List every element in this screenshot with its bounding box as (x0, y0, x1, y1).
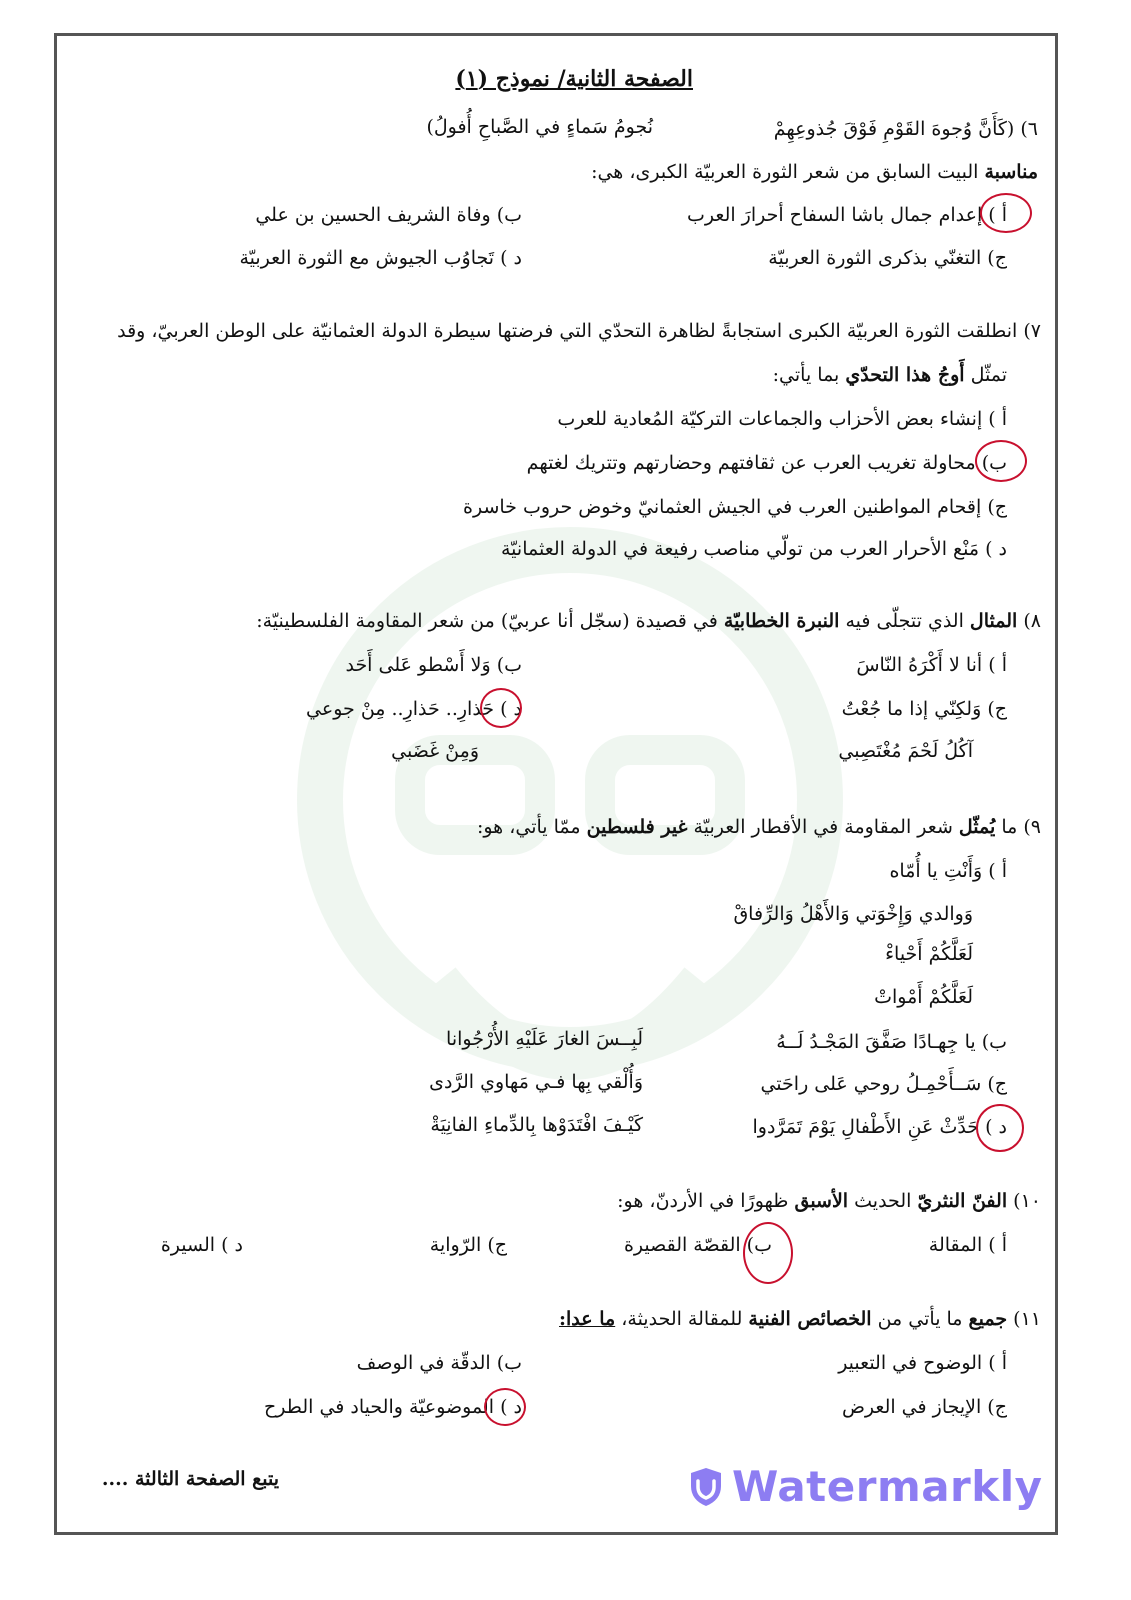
q9-option-a-line4: لَعَلَّكُمْ أَمْواتْ (874, 986, 973, 1008)
q8-option-b[interactable]: ب) وَلا أَسْطو عَلى أَحَد (345, 654, 522, 676)
q9-option-c-right[interactable]: ج) سَــأَحْمِـلُ روحي عَلى راحَتي (760, 1073, 1007, 1095)
shield-icon (688, 1466, 724, 1508)
q11-option-d[interactable]: د ) الموضوعيّة والحياد في الطرح (264, 1396, 522, 1418)
watermark-badge (688, 1462, 1042, 1511)
q11-stem: ١١) جميع ما يأتي من الخصائص الفنية للمقالة الحديثة، ما عدا: (559, 1308, 1041, 1330)
q11-option-a[interactable]: أ ) الوضوح في التعبير (838, 1352, 1007, 1374)
q10-stem: ١٠) الفنّ النثريّ الحديث الأسبق ظهورًا في الأردنّ، هو: (617, 1190, 1041, 1212)
q6-option-c[interactable]: ج) التغنّي بذكرى الثورة العربيّة (768, 247, 1007, 269)
q9-option-c-left: وَأُلْقي بِها فـي مَهاوي الرَّدى (429, 1071, 643, 1093)
q11-option-c[interactable]: ج) الإيجاز في العرض (841, 1396, 1007, 1418)
answer-circle-q9 (976, 1104, 1024, 1152)
q8-option-a[interactable]: أ ) أنا لا أَكْرَهُ النّاسَ (856, 654, 1007, 676)
answer-circle-q8 (480, 688, 522, 728)
q10-option-c[interactable]: ج) الرّواية (429, 1234, 507, 1256)
q7-option-a[interactable]: أ ) إنشاء بعض الأحزاب والجماعات التركيّة المُعادية للعرب (557, 408, 1007, 430)
q11-option-b[interactable]: ب) الدقّة في الوصف (356, 1352, 522, 1374)
q9-option-a-line1[interactable]: أ ) وَأَنْتِ يا أُمّاه (889, 860, 1007, 882)
q6-option-b[interactable]: ب) وفاة الشريف الحسين بن علي (255, 204, 522, 226)
q8-option-c-line2: آكُلُ لَحْمَ مُغْتَصِبي (838, 740, 973, 762)
answer-circle-q10 (743, 1222, 793, 1284)
q7-stem-line2: تمثّل أَوجُ هذا التحدّي بما يأتي: (772, 364, 1007, 386)
q6-option-a[interactable]: أ ) إعدام جمال باشا السفاح أحرارَ العرب (687, 204, 1007, 226)
q8-option-d-line2: وَمِنْ غَضَبي (391, 740, 479, 762)
q6-verse-left: نُجومُ سَماءٍ في الصَّباحِ أُفولُ) (426, 116, 653, 138)
q9-option-b-left: لَبِــسَ الغارَ عَلَيْهِ الأُرْجُوانا (446, 1028, 643, 1050)
q6-option-d[interactable]: د ) تَجاوُب الجيوش مع الثورة العربيّة (239, 247, 522, 269)
q10-option-b[interactable]: ب) القصّة القصيرة (623, 1234, 772, 1256)
continue-note: يتبع الصفحة الثالثة .... (101, 1468, 279, 1490)
q6-stem: مناسبة البيت السابق من شعر الثورة العربيّة الكبرى، هي: (591, 161, 1038, 183)
q10-option-d[interactable]: د ) السيرة (160, 1234, 243, 1256)
q8-option-c-line1[interactable]: ج) وَلكِنّي إذا ما جُعْتُ (841, 698, 1007, 720)
q9-stem: ٩) ما يُمثّل شعر المقاومة في الأقطار العربيّة غير فلسطين ممّا يأتي، هو: (476, 816, 1041, 838)
q7-stem-line1: ٧) انطلقت الثورة العربيّة الكبرى استجابةً لظاهرة التحدّي التي فرضتها سيطرة الدولة العثمانيّة على الوطن العربيّ، وقد (117, 320, 1041, 342)
answer-circle-q6 (980, 193, 1032, 233)
page-title: الصفحة الثانية/ نموذج (١) (455, 66, 693, 92)
q9-option-a-line3: لَعَلَّكُمْ أَحْياءْ (885, 943, 973, 965)
answer-circle-q11 (484, 1388, 526, 1426)
answer-circle-q7 (975, 440, 1027, 482)
watermark-text: Watermarkly (732, 1462, 1043, 1511)
q9-option-d-right[interactable]: د ) حَدِّثْ عَنِ الأَطْفالِ يَوْمَ تَمَرَّدوا (752, 1116, 1007, 1138)
q9-option-b-right[interactable]: ب) يا جِهـادًا صَفَّقَ المَجْـدُ لَــهُ (776, 1031, 1007, 1053)
q7-option-d[interactable]: د ) مَنْع الأحرار العرب من تولّي مناصب رفيعة في الدولة العثمانيّة (501, 538, 1007, 560)
q9-option-d-left: كَيْـفَ افْتَدَوْها بِالدِّماءِ الفانِيَةْ (430, 1114, 643, 1136)
q8-option-d-line1[interactable]: د ) حَذارِ.. حَذارِ.. مِنْ جوعي (306, 698, 522, 720)
q7-option-b[interactable]: ب) محاولة تغريب العرب عن ثقافتهم وحضارتهم وتتريك لغتهم (526, 452, 1007, 474)
q8-stem: ٨) المثال الذي تتجلّى فيه النبرة الخطابيّة في قصيدة (سجّل أنا عربيّ) من شعر المقاومة الفلسطينيّة: (256, 610, 1041, 632)
q6-verse-right: ٦) (كَأَنَّ وُجوهَ القَوْمِ فَوْقَ جُذوعِهِمْ (773, 118, 1038, 140)
q9-option-a-line2: وَوالدي وَإِخْوَتي وَالأَهْلُ وَالرِّفاقْ (733, 903, 973, 925)
q10-option-a[interactable]: أ ) المقالة (928, 1234, 1007, 1256)
q7-option-c[interactable]: ج) إقحام المواطنين العرب في الجيش العثمانيّ وخوض حروب خاسرة (463, 496, 1007, 518)
